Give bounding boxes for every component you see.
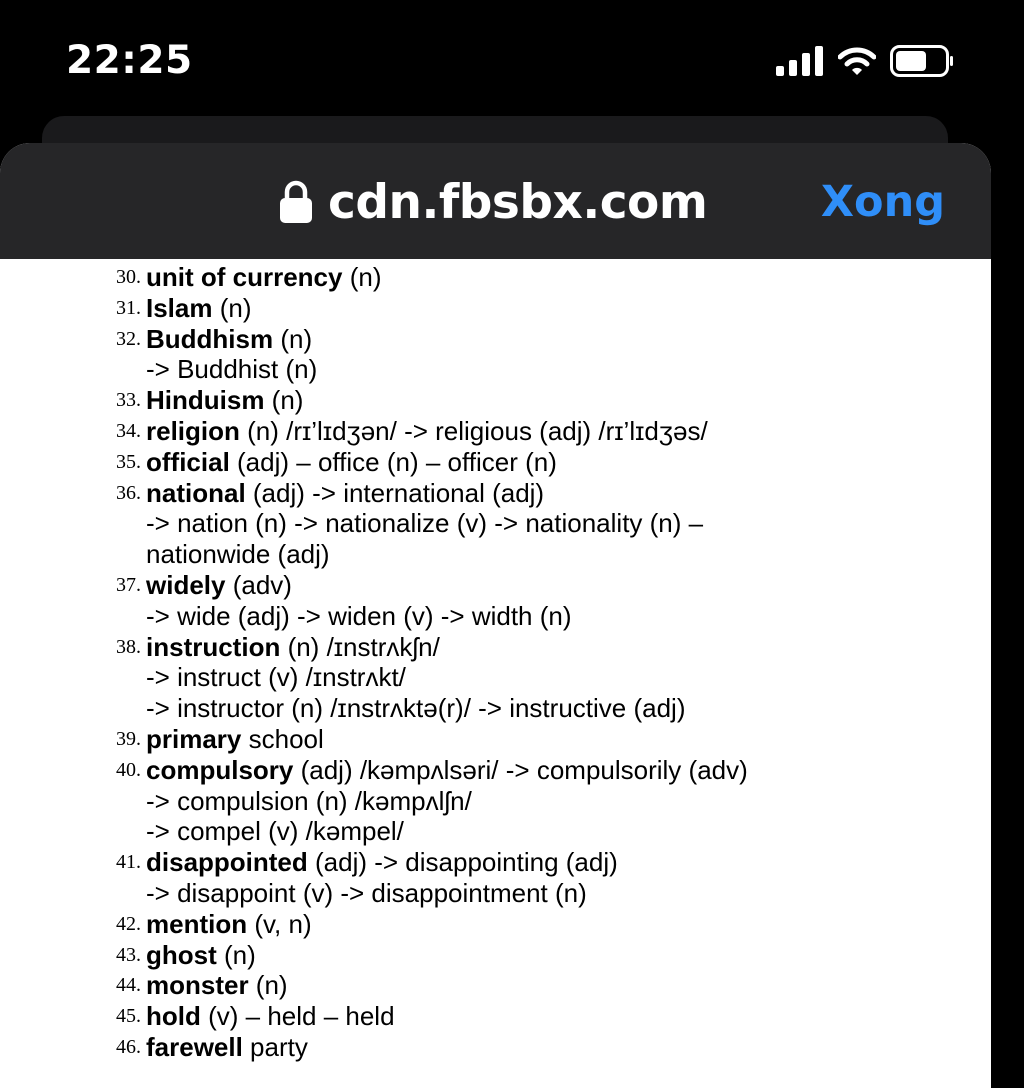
entry-number: 45. [116, 1005, 141, 1028]
entry-continuation: -> instructor (n) /ɪnstrʌktə(r)/ -> instructive (adj) [146, 693, 686, 724]
entry-number: 30. [116, 266, 141, 288]
entry-line [0, 478, 991, 509]
entry-word: hold [146, 1001, 201, 1032]
entry-word: Islam [146, 292, 213, 323]
screen-edge [991, 143, 1024, 1088]
url-bar [0, 143, 991, 259]
entry-word: national [146, 477, 246, 508]
entry-detail: (adj) -> international (adj) [245, 477, 545, 508]
wifi-icon [838, 46, 876, 76]
entry-word: religion [146, 415, 240, 446]
entry-detail: (adj) – office (n) – officer (n) [229, 446, 557, 477]
entry-line [0, 416, 991, 447]
status-time: 22:25 [66, 38, 193, 83]
entry-word: compulsory [146, 754, 294, 785]
vocab-entry [0, 293, 991, 324]
entry-number: 35. [116, 450, 141, 473]
entry-line [0, 909, 991, 940]
entry-detail: (adv) [225, 569, 292, 600]
vocab-entry [0, 478, 991, 570]
entry-line [0, 447, 991, 478]
entry-number: 46. [116, 1035, 141, 1058]
entry-continuation: -> disappoint (v) -> disappointment (n) [146, 877, 587, 908]
vocab-entry [0, 416, 991, 447]
lock-icon [280, 180, 312, 224]
entry-word: ghost [146, 939, 217, 970]
entry-line [0, 1001, 991, 1032]
vocab-entry [0, 262, 991, 293]
vocab-entry [0, 570, 991, 632]
vocab-entry [0, 909, 991, 940]
entry-continuation: -> compel (v) /kəmpel/ [146, 816, 404, 847]
vocab-entry [0, 755, 991, 847]
entry-detail: party [242, 1031, 308, 1062]
entry-continuation: -> instruct (v) /ɪnstrʌkt/ [146, 662, 406, 693]
status-icons [776, 44, 954, 78]
signal-icon [776, 46, 824, 76]
entry-detail: (adj) -> disappointing (adj) [307, 847, 618, 878]
vocab-entry [0, 970, 991, 1001]
entry-line [0, 570, 991, 601]
vocab-entry [0, 632, 991, 724]
entry-detail: (n) /rɪ’lɪdʒən/ -> religious (adj) /rɪ’lɪdʒəs/ [239, 415, 708, 446]
entry-detail: (adj) /kəmpʌlsəri/ -> compulsorily (adv) [293, 754, 748, 785]
entry-word: monster [146, 970, 249, 1001]
entry-number: 41. [116, 851, 141, 874]
entry-line [0, 262, 991, 293]
done-button[interactable]: Xong [820, 177, 945, 227]
entry-detail: (v, n) [247, 908, 312, 939]
entry-number: 38. [116, 635, 141, 658]
vocab-entry [0, 847, 991, 909]
vocab-entry [0, 1001, 991, 1032]
entry-line [0, 324, 991, 355]
entry-number: 39. [116, 727, 141, 750]
vocab-entry [0, 724, 991, 755]
url-text: cdn.fbsbx.com [328, 174, 708, 230]
entry-continuation: -> wide (adj) -> widen (v) -> width (n) [146, 600, 572, 631]
entry-word: Buddhism [146, 323, 274, 354]
entry-detail: (n) [342, 262, 382, 292]
entry-word: widely [146, 569, 226, 600]
entry-word: unit of currency [146, 262, 343, 292]
entry-word: farewell [146, 1031, 243, 1062]
entry-number: 33. [116, 389, 141, 412]
entry-number: 34. [116, 419, 141, 442]
entry-line [0, 293, 991, 324]
entry-detail: (n) [273, 323, 313, 354]
battery-icon [890, 45, 954, 77]
entry-word: Hinduism [146, 385, 265, 416]
entry-line [0, 632, 991, 663]
entry-line [0, 755, 991, 786]
entry-line [0, 385, 991, 416]
entry-continuation: nationwide (adj) [146, 539, 330, 570]
entry-line [0, 1032, 991, 1063]
vocabulary-list [0, 262, 991, 1063]
entry-number: 32. [116, 327, 141, 350]
entry-word: disappointed [146, 847, 308, 878]
vocab-entry [0, 447, 991, 478]
address-display [280, 173, 707, 231]
entry-line [0, 847, 991, 878]
entry-detail: (n) /ɪnstrʌkʃn/ [280, 631, 440, 662]
entry-number: 40. [116, 758, 141, 781]
entry-number: 36. [116, 481, 141, 504]
vocab-entry [0, 1032, 991, 1063]
entry-detail: (n) [248, 970, 288, 1001]
entry-continuation: -> compulsion (n) /kəmpʌlʃn/ [146, 785, 472, 816]
entry-line [0, 724, 991, 755]
status-bar [0, 0, 1024, 120]
entry-line [0, 970, 991, 1001]
entry-detail: (v) – held – held [200, 1001, 395, 1032]
vocab-entry [0, 385, 991, 416]
vocab-entry [0, 940, 991, 971]
entry-detail: (n) [216, 939, 256, 970]
entry-line [0, 940, 991, 971]
entry-number: 37. [116, 573, 141, 596]
entry-number: 31. [116, 296, 141, 319]
entry-number: 43. [116, 943, 141, 966]
entry-number: 44. [116, 974, 141, 997]
entry-detail: (n) [264, 385, 304, 416]
entry-continuation: -> Buddhist (n) [146, 354, 318, 385]
document-viewer[interactable] [0, 259, 991, 1088]
entry-word: instruction [146, 631, 281, 662]
entry-continuation: -> nation (n) -> nationalize (v) -> nationality (n) – [146, 508, 704, 539]
browser-sheet [0, 143, 991, 1088]
entry-word: primary [146, 723, 242, 754]
entry-word: official [146, 446, 230, 477]
entry-detail: school [241, 723, 324, 754]
vocab-entry [0, 324, 991, 386]
entry-word: mention [146, 908, 248, 939]
entry-number: 42. [116, 912, 141, 935]
entry-detail: (n) [212, 292, 252, 323]
